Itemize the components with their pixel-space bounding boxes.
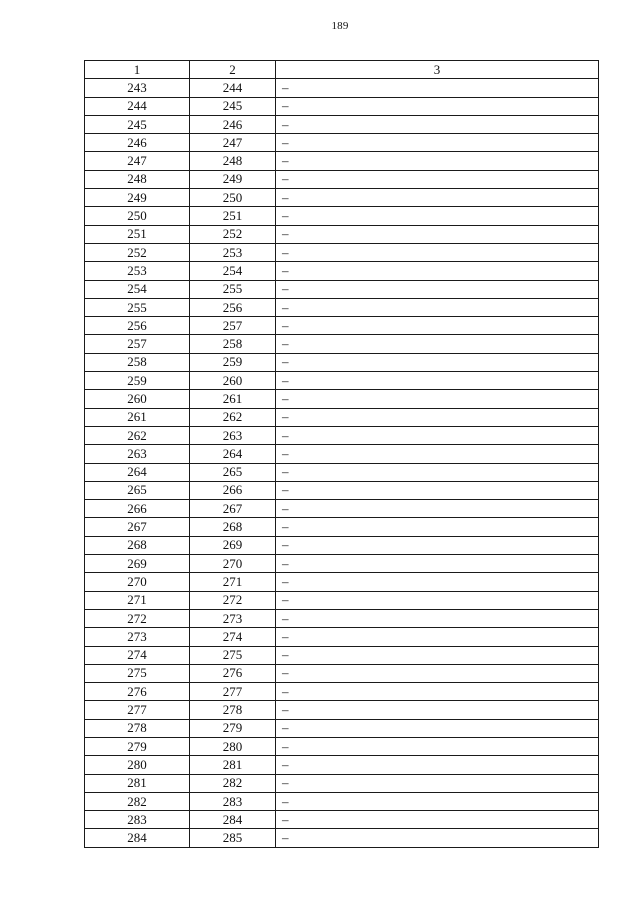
table-cell-col-2: 273 [190,609,276,627]
table-row [85,408,599,426]
table-cell-col-1: 247 [85,152,190,170]
table-cell-col-1: 248 [85,170,190,188]
column-header-3: 3 [276,61,599,79]
table-row [85,829,599,847]
table-row [85,664,599,682]
table-cell-col-3: – [276,573,599,591]
table-row [85,737,599,755]
table-cell-col-3: – [276,683,599,701]
table-cell-col-1: 271 [85,591,190,609]
table-cell-col-1: 251 [85,225,190,243]
table-row [85,628,599,646]
table-cell-col-1: 264 [85,463,190,481]
table-cell-col-3: – [276,609,599,627]
table-cell-col-3: – [276,463,599,481]
table-row [85,79,599,97]
table-cell-col-2: 269 [190,536,276,554]
table-cell-col-3: – [276,79,599,97]
table-cell-col-2: 270 [190,555,276,573]
table-cell-col-1: 279 [85,737,190,755]
table-row [85,170,599,188]
table-row [85,555,599,573]
table-cell-col-1: 262 [85,426,190,444]
column-header-2: 2 [190,61,276,79]
table-row [85,719,599,737]
table-row [85,207,599,225]
table-cell-col-3: – [276,811,599,829]
table-cell-col-1: 257 [85,335,190,353]
table-cell-col-1: 253 [85,262,190,280]
table-cell-col-2: 246 [190,115,276,133]
table-cell-col-3: – [276,353,599,371]
table-cell-col-2: 281 [190,756,276,774]
table-cell-col-3: – [276,756,599,774]
table-cell-col-3: – [276,170,599,188]
table-cell-col-3: – [276,646,599,664]
table-cell-col-3: – [276,335,599,353]
table-row [85,774,599,792]
table-cell-col-3: – [276,97,599,115]
table-cell-col-2: 244 [190,79,276,97]
table-row [85,445,599,463]
table-cell-col-2: 249 [190,170,276,188]
table-cell-col-3: – [276,408,599,426]
table-cell-col-3: – [276,426,599,444]
table-cell-col-3: – [276,207,599,225]
table-cell-col-2: 274 [190,628,276,646]
table-cell-col-3: – [276,115,599,133]
table-cell-col-2: 285 [190,829,276,847]
table-row [85,518,599,536]
table-cell-col-2: 266 [190,481,276,499]
data-table [84,60,599,848]
table-row [85,225,599,243]
table-cell-col-2: 275 [190,646,276,664]
table-cell-col-3: – [276,280,599,298]
table-cell-col-1: 272 [85,609,190,627]
table-row [85,426,599,444]
table-cell-col-1: 284 [85,829,190,847]
table-cell-col-2: 283 [190,792,276,810]
table-cell-col-1: 269 [85,555,190,573]
table-cell-col-2: 256 [190,298,276,316]
table-cell-col-2: 245 [190,97,276,115]
table-cell-col-1: 245 [85,115,190,133]
table-row [85,115,599,133]
table-body [85,79,599,847]
table-cell-col-2: 284 [190,811,276,829]
table-cell-col-3: – [276,555,599,573]
table-cell-col-3: – [276,664,599,682]
table-cell-col-2: 268 [190,518,276,536]
page-number: 189 [331,20,349,32]
table-cell-col-1: 244 [85,97,190,115]
table-cell-col-3: – [276,792,599,810]
table-cell-col-3: – [276,536,599,554]
table-cell-col-2: 276 [190,664,276,682]
table-cell-col-3: – [276,225,599,243]
table-cell-col-1: 246 [85,134,190,152]
table-cell-col-2: 265 [190,463,276,481]
table-row [85,811,599,829]
table-row [85,646,599,664]
table-cell-col-2: 247 [190,134,276,152]
table-row [85,243,599,261]
table-cell-col-3: – [276,500,599,518]
table-row [85,756,599,774]
table-cell-col-1: 250 [85,207,190,225]
table-cell-col-2: 253 [190,243,276,261]
table-cell-col-2: 264 [190,445,276,463]
table-cell-col-1: 256 [85,317,190,335]
table-cell-col-2: 260 [190,372,276,390]
table-row [85,262,599,280]
table-cell-col-2: 258 [190,335,276,353]
table-row [85,536,599,554]
table-cell-col-2: 252 [190,225,276,243]
table-cell-col-2: 254 [190,262,276,280]
table-cell-col-3: – [276,445,599,463]
table-cell-col-1: 282 [85,792,190,810]
table-cell-col-1: 283 [85,811,190,829]
table-cell-col-2: 267 [190,500,276,518]
table-row [85,152,599,170]
table-cell-col-2: 257 [190,317,276,335]
table-cell-col-2: 280 [190,737,276,755]
table-cell-col-1: 252 [85,243,190,261]
table-cell-col-3: – [276,628,599,646]
table-cell-col-1: 281 [85,774,190,792]
table-cell-col-2: 282 [190,774,276,792]
table-header-row [85,61,599,79]
table-cell-col-3: – [276,152,599,170]
column-header-1: 1 [85,61,190,79]
table-cell-col-3: – [276,262,599,280]
table-cell-col-1: 273 [85,628,190,646]
table-row [85,683,599,701]
table-row [85,372,599,390]
table-cell-col-1: 266 [85,500,190,518]
table-cell-col-1: 260 [85,390,190,408]
table-cell-col-1: 263 [85,445,190,463]
table-cell-col-3: – [276,372,599,390]
table-row [85,134,599,152]
table-cell-col-2: 271 [190,573,276,591]
table-cell-col-3: – [276,134,599,152]
table-row [85,280,599,298]
table-cell-col-3: – [276,774,599,792]
table-cell-col-1: 270 [85,573,190,591]
table-cell-col-3: – [276,298,599,316]
table-cell-col-3: – [276,390,599,408]
table-cell-col-2: 250 [190,189,276,207]
table-cell-col-1: 276 [85,683,190,701]
table-cell-col-1: 259 [85,372,190,390]
table-row [85,189,599,207]
table-cell-col-2: 262 [190,408,276,426]
table-cell-col-1: 268 [85,536,190,554]
table-cell-col-1: 265 [85,481,190,499]
table-cell-col-1: 254 [85,280,190,298]
table-cell-col-2: 255 [190,280,276,298]
table-cell-col-3: – [276,189,599,207]
table-cell-col-1: 277 [85,701,190,719]
table-cell-col-1: 274 [85,646,190,664]
table-cell-col-3: – [276,481,599,499]
table-cell-col-2: 251 [190,207,276,225]
table-row [85,591,599,609]
table-row [85,792,599,810]
table-row [85,573,599,591]
table-cell-col-1: 261 [85,408,190,426]
table-cell-col-3: – [276,243,599,261]
table-cell-col-3: – [276,317,599,335]
table-cell-col-3: – [276,737,599,755]
table-row [85,317,599,335]
table-cell-col-2: 248 [190,152,276,170]
table-cell-col-2: 263 [190,426,276,444]
table-row [85,298,599,316]
table-cell-col-1: 267 [85,518,190,536]
table-row [85,463,599,481]
table-cell-col-2: 272 [190,591,276,609]
table-row [85,390,599,408]
table-row [85,97,599,115]
table-cell-col-1: 275 [85,664,190,682]
table-cell-col-2: 278 [190,701,276,719]
table-row [85,353,599,371]
table-cell-col-2: 259 [190,353,276,371]
table-cell-col-3: – [276,719,599,737]
table-row [85,335,599,353]
table-cell-col-1: 249 [85,189,190,207]
table-cell-col-1: 280 [85,756,190,774]
table-cell-col-2: 261 [190,390,276,408]
table-cell-col-3: – [276,591,599,609]
table-cell-col-1: 243 [85,79,190,97]
table-cell-col-3: – [276,518,599,536]
table-row [85,701,599,719]
table-cell-col-2: 279 [190,719,276,737]
table-cell-col-1: 258 [85,353,190,371]
table-row [85,609,599,627]
table-cell-col-3: – [276,829,599,847]
table-row [85,500,599,518]
table-row [85,481,599,499]
table-cell-col-3: – [276,701,599,719]
table-cell-col-1: 278 [85,719,190,737]
table-cell-col-1: 255 [85,298,190,316]
table-cell-col-2: 277 [190,683,276,701]
